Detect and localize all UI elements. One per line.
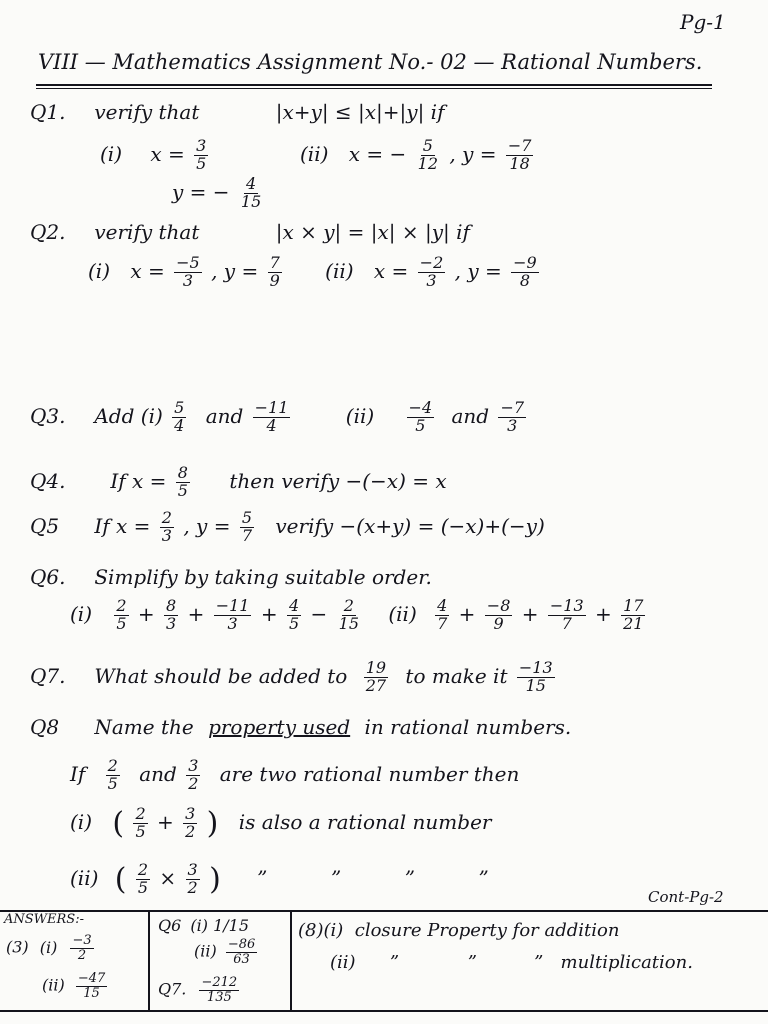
- connector-text: and: [205, 403, 244, 428]
- ditto-marks: ” ” ” ”: [257, 866, 489, 890]
- bracket: ): [209, 862, 221, 897]
- question-2: [30, 220, 470, 244]
- variable-label: x =: [130, 258, 165, 283]
- variable-label: , y =: [449, 141, 497, 166]
- question-text: is also a rational number: [238, 810, 492, 834]
- question-text: If x =: [110, 468, 167, 493]
- question-text: Add (i): [94, 403, 163, 428]
- question-expression: |x+y| ≤ |x|+|y| if: [275, 100, 445, 124]
- q8-part-ii: [70, 862, 489, 897]
- fraction: $\frac{2}{5}$: [116, 596, 127, 633]
- operator: +: [187, 601, 205, 626]
- bracket: (: [112, 806, 125, 841]
- operator: +: [137, 601, 155, 626]
- question-text: If x =: [94, 513, 151, 538]
- part-label: (i): [70, 601, 93, 626]
- question-1: [30, 100, 444, 124]
- answer-3-i: [6, 934, 97, 962]
- question-number: Q8: [30, 715, 60, 739]
- answers-bottom-rule: [0, 1010, 768, 1012]
- question-text: to make it: [405, 663, 508, 688]
- part-label: (ii): [42, 975, 65, 995]
- answers-divider-1: [148, 910, 150, 1010]
- fraction: $\frac{2}{5}$: [137, 860, 149, 897]
- part-label: (i): [88, 258, 111, 283]
- answers-top-rule: [0, 910, 768, 912]
- part-label: (ii): [345, 403, 375, 428]
- variable-label: , y =: [454, 258, 502, 283]
- answer-6-i: [158, 916, 249, 935]
- question-7: [30, 660, 558, 695]
- operator: +: [458, 601, 476, 626]
- fraction: $\frac{2}{15}$: [338, 596, 359, 633]
- part-label: (i): [39, 937, 58, 957]
- operator: +: [157, 810, 174, 834]
- q8-part-i: [70, 806, 491, 841]
- connector-text: and: [139, 761, 177, 786]
- operator: −: [310, 601, 328, 626]
- part-label: (ii): [388, 601, 417, 626]
- question-number: Q3.: [30, 403, 66, 428]
- question-text: , y =: [183, 513, 231, 538]
- title-double-underline: [36, 88, 712, 89]
- fraction: $\frac{-7}{18}$: [507, 136, 532, 173]
- page-label: Pg-1: [680, 10, 726, 34]
- part-label: (i): [100, 141, 123, 166]
- fraction: $\frac{4}{7}$: [437, 596, 448, 633]
- answer-number: (3): [6, 937, 29, 957]
- operator: +: [260, 601, 278, 626]
- answer-8-ii: (ii) ” ” ” multiplication.: [330, 952, 693, 973]
- part-label: (ii): [194, 941, 217, 961]
- fraction: $\frac{4}{5}$: [288, 596, 300, 633]
- question-5: [30, 510, 545, 545]
- question-number: Q1.: [30, 100, 66, 124]
- question-text: then verify −(−x) = x: [229, 468, 447, 493]
- question-8: [30, 715, 571, 739]
- fraction: $\frac{-8}{9}$: [486, 596, 511, 633]
- fraction: $\frac{-3}{2}$: [72, 933, 92, 963]
- fraction: $\frac{-2}{3}$: [419, 253, 444, 290]
- fraction: $\frac{8}{5}$: [177, 463, 188, 500]
- underlined-text: property used: [208, 715, 351, 739]
- variable-label: y = −: [172, 179, 230, 204]
- variable-label: x =: [150, 141, 185, 166]
- fraction: $\frac{-47}{15}$: [77, 971, 106, 1001]
- question-3: [30, 400, 529, 435]
- q1-part-ii: [300, 138, 536, 173]
- fraction: $\frac{5}{12}$: [417, 136, 438, 173]
- answers-heading: ANSWERS:-: [4, 912, 84, 927]
- fraction: $\frac{-7}{3}$: [500, 398, 525, 435]
- part-label: (ii): [325, 258, 354, 283]
- question-text: verify −(x+y) = (−x)+(−y): [275, 513, 545, 538]
- question-text: verify that: [94, 220, 200, 244]
- answer-number: Q7.: [158, 979, 187, 999]
- page-title: VIII — Mathematics Assignment No.- 02 — Rational Numbers.: [38, 50, 703, 74]
- question-expression: |x × y| = |x| × |y| if: [275, 220, 470, 244]
- part-label: (ii): [70, 866, 99, 890]
- answer-8-i: (8)(i) closure Property for addition: [298, 920, 620, 941]
- q1-part-i-x: [100, 138, 211, 173]
- variable-label: , y =: [211, 258, 259, 283]
- fraction: $\frac{3}{2}$: [187, 860, 198, 897]
- fraction: $\frac{-9}{8}$: [513, 253, 537, 290]
- question-4: [30, 465, 447, 500]
- title-underline: [36, 84, 712, 86]
- question-text: are two rational number then: [219, 761, 520, 786]
- fraction: $\frac{17}{21}$: [623, 596, 644, 633]
- question-6: [30, 565, 432, 589]
- q8-line-2: [70, 758, 519, 793]
- continue-note: Cont-Pg-2: [648, 888, 724, 906]
- fraction: $\frac{-13}{7}$: [549, 596, 584, 633]
- question-text: in rational numbers.: [364, 715, 572, 739]
- fraction: $\frac{-11}{3}$: [215, 596, 250, 633]
- question-text: If: [70, 761, 86, 786]
- fraction: $\frac{2}{5}$: [135, 804, 146, 841]
- answers-divider-2: [290, 910, 292, 1010]
- question-text: Simplify by taking suitable order.: [94, 565, 432, 589]
- answer-6-ii: [194, 938, 260, 966]
- fraction: $\frac{-4}{5}$: [408, 398, 433, 435]
- answer-7: [158, 976, 242, 1004]
- answer-3-ii: [42, 972, 110, 1000]
- operator: +: [521, 601, 539, 626]
- question-text: Name the: [94, 715, 194, 739]
- fraction: $\frac{3}{2}$: [185, 804, 196, 841]
- answer-value: (i) 1/15: [190, 916, 250, 935]
- answer-number: Q6: [158, 916, 182, 935]
- fraction: $\frac{-212}{135}$: [201, 975, 238, 1005]
- fraction: $\frac{-11}{4}$: [254, 398, 289, 435]
- q2-parts: [88, 255, 542, 290]
- fraction: $\frac{3}{5}$: [196, 136, 207, 173]
- question-number: Q5: [30, 513, 60, 538]
- question-text: verify that: [94, 100, 200, 124]
- fraction: $\frac{8}{3}$: [166, 596, 177, 633]
- part-label: (i): [70, 810, 93, 834]
- fraction: $\frac{-5}{3}$: [176, 253, 200, 290]
- variable-label: x = −: [348, 141, 407, 166]
- bracket: ): [206, 806, 219, 841]
- fraction: $\frac{5}{7}$: [241, 508, 253, 545]
- question-text: What should be added to: [94, 663, 348, 688]
- question-number: Q4.: [30, 468, 66, 493]
- operator: +: [595, 601, 612, 626]
- fraction: $\frac{2}{5}$: [107, 756, 118, 793]
- q1-part-i-y: [172, 176, 266, 211]
- fraction: $\frac{4}{15}$: [240, 174, 262, 211]
- q6-expressions: [70, 598, 648, 633]
- fraction: $\frac{19}{27}$: [365, 658, 387, 695]
- fraction: $\frac{7}{9}$: [269, 253, 280, 290]
- connector-text: and: [451, 403, 490, 428]
- fraction: $\frac{-86}{63}$: [227, 937, 256, 967]
- fraction: $\frac{2}{3}$: [161, 508, 172, 545]
- variable-label: x =: [373, 258, 409, 283]
- fraction: $\frac{-13}{15}$: [518, 658, 553, 695]
- question-number: Q6.: [30, 565, 66, 589]
- question-number: Q2.: [30, 220, 66, 244]
- operator: ×: [159, 866, 177, 890]
- question-number: Q7.: [30, 663, 66, 688]
- part-label: (ii): [300, 141, 329, 166]
- fraction: $\frac{5}{4}$: [174, 398, 185, 435]
- fraction: $\frac{3}{2}$: [188, 756, 199, 793]
- bracket: (: [114, 862, 127, 897]
